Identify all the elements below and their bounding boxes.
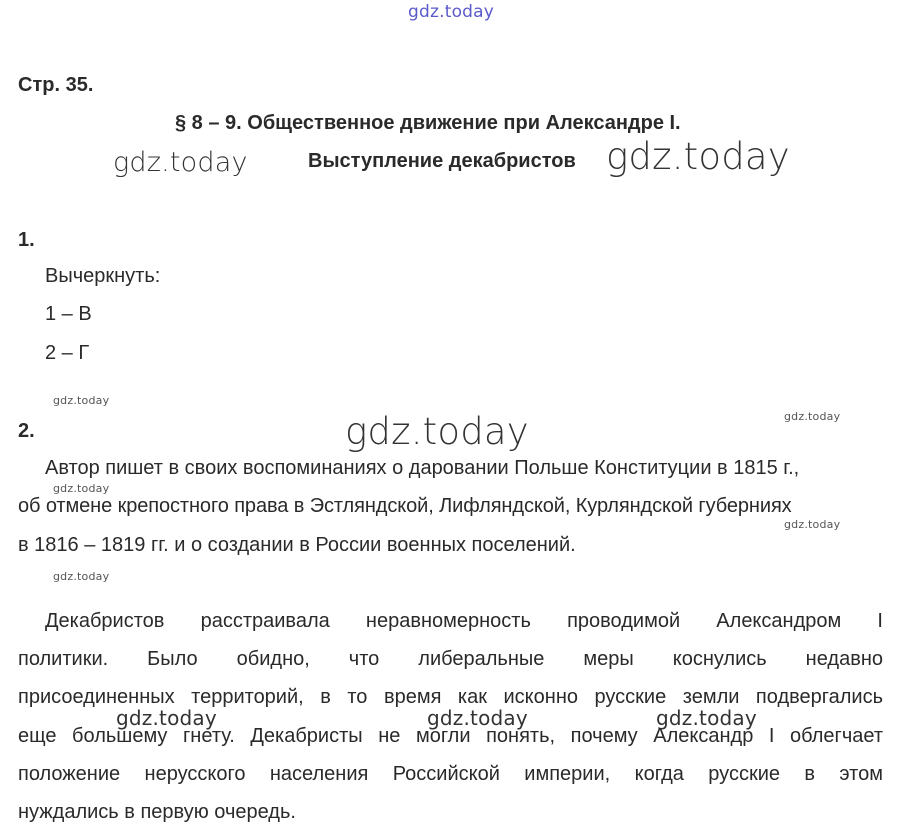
paragraph-1-line: в 1816 – 1819 гг. и о создании в России военных поселений. [18,534,576,556]
paragraph-2-line: Декабристов расстраивала неравномерность проводимой Александром I [45,610,883,632]
page-reference: Стр. 35. [18,74,94,96]
paragraph-2-line: еще большему гнету. Декабристы не могли понять, почему Александр I облегчает [18,725,883,747]
task-1-number: 1. [18,229,35,251]
watermark: gdz.today [606,135,790,178]
task-1-instruction: Вычеркнуть: [45,265,161,287]
task-1-answer: 1 – В [45,303,92,325]
watermark: gdz.today [53,570,110,583]
watermark: gdz.today [345,410,529,453]
watermark: gdz.today [427,706,528,730]
paragraph-1-line: об отмене крепостного права в Эстляндской, Лифляндской, Курляндской губерниях [18,495,792,517]
watermark: gdz.today [656,706,757,730]
paragraph-2-line: нуждались в первую очередь. [18,801,296,823]
watermark-top: gdz.today [408,2,495,22]
watermark: gdz.today [113,147,248,178]
paragraph-2-line: присоединенных территорий, в то время как исконно русские земли подвергались [18,686,883,708]
paragraph-2-line: положение нерусского населения Российской империи, когда русские в этом [18,763,883,785]
watermark: gdz.today [784,410,841,423]
section-subtitle: Выступление декабристов [308,150,576,172]
paragraph-1-line: Автор пишет в своих воспоминаниях о даровании Польше Конституции в 1815 г., [45,457,800,479]
watermark: gdz.today [116,706,217,730]
task-2-number: 2. [18,420,35,442]
watermark: gdz.today [784,518,841,531]
watermark: gdz.today [53,394,110,407]
watermark: gdz.today [53,482,110,495]
task-1-answer: 2 – Г [45,342,90,364]
section-title: § 8 – 9. Общественное движение при Александре I. [175,112,681,134]
paragraph-2-line: политики. Было обидно, что либеральные меры коснулись недавно [18,648,883,670]
